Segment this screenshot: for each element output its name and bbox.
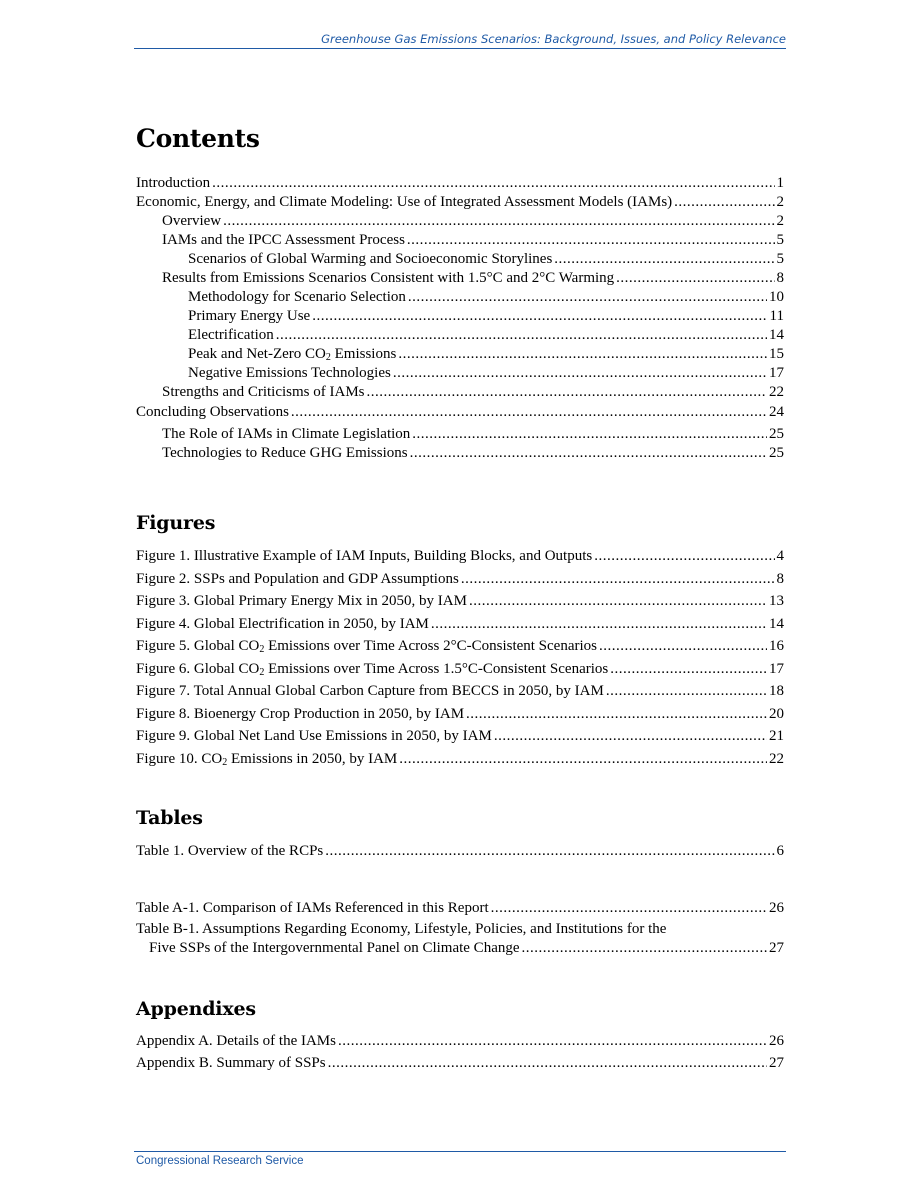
toc-entry[interactable] <box>136 444 784 463</box>
entry-title: Figure 9. Global Net Land Use Emissions in 2050, by IAM <box>136 728 492 744</box>
running-footer: Congressional Research Service <box>136 1155 304 1167</box>
entry-title: Table 1. Overview of the RCPs <box>136 843 324 859</box>
page-number: 26 <box>769 900 784 916</box>
page-number: 25 <box>769 445 784 461</box>
entry-title: Figure 2. SSPs and Population and GDP Assumptions <box>136 570 459 587</box>
toc-entry[interactable] <box>136 547 784 566</box>
page-number: 24 <box>769 404 784 420</box>
toc-entry[interactable] <box>136 592 784 611</box>
leader-dots <box>223 212 774 231</box>
entry-title: Negative Emissions Technologies <box>188 365 391 381</box>
subscript: 2 <box>222 756 228 768</box>
toc-entry[interactable] <box>136 212 784 231</box>
entry-title <box>188 345 396 364</box>
tables-appendix-list <box>136 899 784 918</box>
leader-dots <box>469 592 767 611</box>
entry-title: Appendix B. Summary of SSPs <box>136 1055 326 1071</box>
leader-dots <box>325 842 774 861</box>
toc-entry[interactable] <box>136 174 784 193</box>
entry-title: Figure 7. Total Annual Global Carbon Capture from BECCS in 2050, by IAM <box>136 683 604 699</box>
entry-title: Results from Emissions Scenarios Consistent with 1.5°C and 2°C Warming <box>162 270 615 286</box>
leader-dots <box>407 231 775 250</box>
page-number: 8 <box>776 270 784 286</box>
toc-entry[interactable] <box>136 269 784 288</box>
leader-dots <box>461 570 775 589</box>
leader-dots <box>594 547 774 566</box>
subscript: 2 <box>259 644 265 655</box>
page-number: 26 <box>769 1033 784 1049</box>
page-number: 14 <box>769 615 784 632</box>
leader-dots <box>398 345 767 364</box>
entry-title: Economic, Energy, and Climate Modeling: Use of Integrated Assessment Models (IAMs) <box>136 194 673 210</box>
figures-list <box>136 547 784 772</box>
toc-entry[interactable] <box>136 364 784 383</box>
entry-title: Strengths and Criticisms of IAMs <box>162 384 365 400</box>
page-number: 21 <box>769 728 784 744</box>
entry-title: Concluding Observations <box>136 404 289 420</box>
page-number: 13 <box>769 593 784 609</box>
leader-dots <box>312 307 767 326</box>
page-number: 2 <box>776 213 784 229</box>
appendixes-list <box>136 1032 784 1076</box>
page-number: 6 <box>776 843 784 859</box>
entry-title: Figure 8. Bioenergy Crop Production in 2050, by IAM <box>136 705 465 722</box>
entry-title: Overview <box>162 213 222 229</box>
leader-dots <box>399 750 767 769</box>
entry-title-part: Emissions <box>330 346 397 362</box>
entry-title: IAMs and the IPCC Assessment Process <box>162 232 405 248</box>
leader-dots <box>291 403 767 422</box>
page-number: 1 <box>776 175 784 191</box>
table-b1-line2-row <box>136 939 784 958</box>
entry-title-part: Emissions in 2050, by IAM <box>227 750 398 767</box>
toc-entry[interactable] <box>136 326 784 345</box>
leader-dots <box>431 615 767 634</box>
toc-entry[interactable] <box>136 842 784 861</box>
toc-entry[interactable] <box>136 307 784 326</box>
entry-title: Technologies to Reduce GHG Emissions <box>162 445 408 461</box>
toc-entry[interactable] <box>136 1032 784 1051</box>
leader-dots <box>212 174 774 193</box>
page-number: 22 <box>769 750 784 767</box>
entry-title: Figure 1. Illustrative Example of IAM Inputs, Building Blocks, and Outputs <box>136 548 593 564</box>
toc-entry[interactable] <box>136 425 784 444</box>
leader-dots <box>338 1032 767 1051</box>
toc-entry[interactable] <box>136 288 784 307</box>
leader-dots <box>522 939 767 958</box>
footer-rule <box>134 1151 786 1152</box>
toc-entry[interactable] <box>136 899 784 918</box>
entry-title-part: Figure 6. Global CO <box>136 660 260 677</box>
page-number: 8 <box>776 570 784 587</box>
leader-dots <box>466 705 767 724</box>
entry-title: Appendix A. Details of the IAMs <box>136 1033 336 1049</box>
tables-title: Tables <box>136 807 203 829</box>
leader-dots <box>276 326 767 345</box>
entry-title: Scenarios of Global Warming and Socioeconomic Storylines <box>188 251 553 267</box>
page-number: 17 <box>769 660 784 677</box>
toc-entry[interactable] <box>136 727 784 746</box>
toc-entry[interactable] <box>136 637 784 656</box>
leader-dots <box>674 193 774 212</box>
entry-title: Figure 4. Global Electrification in 2050, by IAM <box>136 615 429 632</box>
entry-title: Methodology for Scenario Selection <box>188 289 406 305</box>
leader-dots <box>554 250 774 269</box>
leader-dots <box>393 364 767 383</box>
figures-title: Figures <box>136 512 216 534</box>
tables-list <box>136 842 784 861</box>
toc-entry[interactable] <box>136 750 784 769</box>
page-number: 27 <box>769 1055 784 1071</box>
table-b1-line1: Table B-1. Assumptions Regarding Economy, Lifestyle, Policies, and Institutions for the <box>136 921 667 937</box>
table-b1-line2: Five SSPs of the Intergovernmental Panel on Climate Change <box>149 940 520 956</box>
leader-dots <box>599 637 767 656</box>
entry-title: Table A-1. Comparison of IAMs Referenced in this Report <box>136 900 489 916</box>
entry-title: Figure 3. Global Primary Energy Mix in 2050, by IAM <box>136 593 467 609</box>
entry-title: Introduction <box>136 175 211 191</box>
leader-dots <box>494 727 767 746</box>
page-number: 2 <box>776 194 784 210</box>
page-number: 16 <box>769 638 784 654</box>
contents-title: Contents <box>136 124 260 153</box>
page-number: 17 <box>769 365 784 381</box>
toc-entry[interactable] <box>136 345 784 364</box>
toc-entry[interactable] <box>136 403 784 422</box>
entry-title: Electrification <box>188 327 274 343</box>
subscript: 2 <box>325 352 331 363</box>
table-b1-entry[interactable] <box>136 920 784 958</box>
toc-entry[interactable] <box>136 615 784 634</box>
entry-title-part: Emissions over Time Across 2°C-Consistent Scenarios <box>264 638 598 654</box>
leader-dots <box>408 288 767 307</box>
toc-entry[interactable] <box>136 231 784 250</box>
page-number: 14 <box>769 327 784 343</box>
subscript: 2 <box>259 666 265 678</box>
entry-title: The Role of IAMs in Climate Legislation <box>162 426 411 442</box>
appendixes-title: Appendixes <box>136 998 256 1020</box>
toc-entry[interactable] <box>136 1054 784 1073</box>
page-number: 5 <box>776 232 784 248</box>
leader-dots <box>491 899 767 918</box>
leader-dots <box>412 425 767 444</box>
page-number: 11 <box>769 308 784 324</box>
entry-title-part: Figure 5. Global CO <box>136 638 260 654</box>
leader-dots <box>410 444 767 463</box>
toc-entry[interactable] <box>136 193 784 212</box>
entry-title <box>136 637 597 656</box>
entry-title-part: Peak and Net-Zero CO <box>188 346 326 362</box>
entry-title-part: Emissions over Time Across 1.5°C-Consistent Scenarios <box>264 660 609 677</box>
page-number: 25 <box>769 426 784 442</box>
toc-entry[interactable] <box>136 682 784 701</box>
toc-entry[interactable] <box>136 250 784 269</box>
entry-title-part: Figure 10. CO <box>136 750 223 767</box>
toc-entry[interactable] <box>136 570 784 589</box>
leader-dots <box>610 660 767 679</box>
page-number: 22 <box>769 384 784 400</box>
leader-dots <box>616 269 774 288</box>
entry-title <box>136 750 397 769</box>
toc-entry[interactable] <box>136 705 784 724</box>
toc-entry[interactable] <box>136 383 784 402</box>
leader-dots <box>328 1054 767 1073</box>
page-number: 27 <box>769 940 784 956</box>
entry-title: Primary Energy Use <box>188 308 311 324</box>
leader-dots <box>606 682 767 701</box>
page-number: 10 <box>769 289 784 305</box>
page-number: 5 <box>776 251 784 267</box>
entry-title <box>136 660 608 679</box>
contents-list <box>136 174 784 463</box>
page-number: 4 <box>776 548 784 564</box>
leader-dots <box>367 383 768 402</box>
page-number: 15 <box>769 346 784 362</box>
running-header: Greenhouse Gas Emissions Scenarios: Background, Issues, and Policy Relevance <box>134 33 786 49</box>
page-number: 18 <box>769 683 784 699</box>
page-number: 20 <box>769 705 784 722</box>
toc-entry[interactable] <box>136 660 784 679</box>
